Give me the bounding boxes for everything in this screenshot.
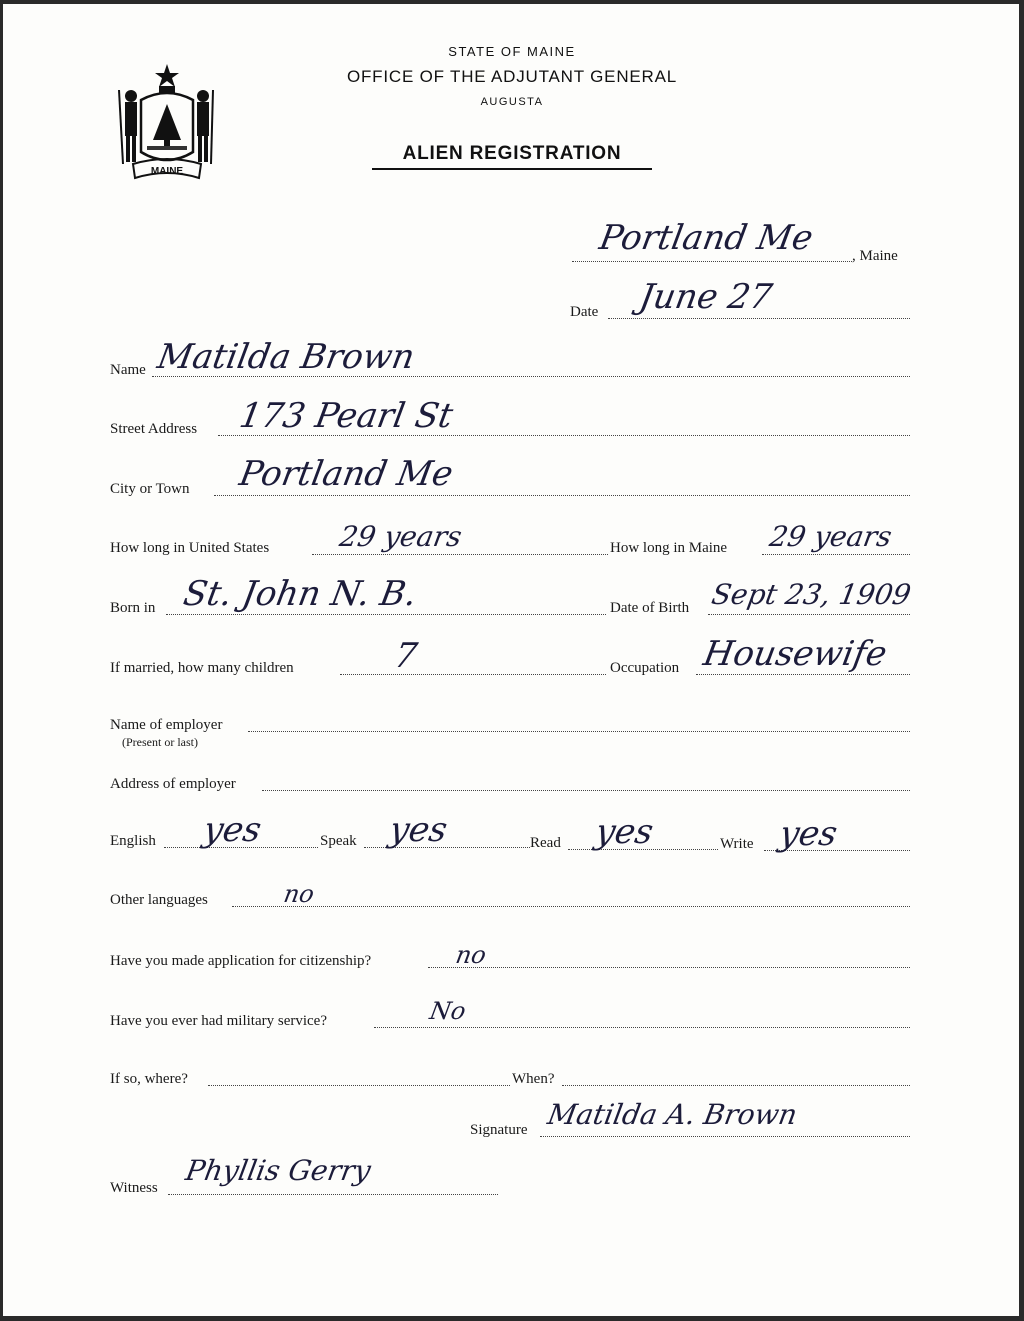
where-line (208, 1085, 510, 1086)
maine-years-line (762, 554, 910, 555)
other-languages-value: no (281, 880, 317, 908)
write-value: yes (776, 814, 841, 854)
name-value: Matilda Brown (154, 337, 418, 377)
read-value: yes (592, 812, 657, 852)
city-value: Portland Me (236, 454, 456, 494)
occupation-value: Housewife (700, 634, 890, 674)
citizenship-line (428, 967, 910, 968)
english-value: yes (200, 810, 265, 850)
military-value: No (427, 997, 468, 1025)
employer-address-label: Address of employer (110, 776, 236, 792)
when-label: When? (512, 1071, 555, 1087)
street-label: Street Address (110, 421, 198, 437)
us-years-line (312, 554, 608, 555)
employer-name-label: Name of employer (110, 717, 223, 733)
city-label: City or Town (110, 481, 190, 497)
maine-years-value: 29 years (767, 520, 895, 553)
when-line (562, 1085, 910, 1086)
header-state: STATE OF MAINE (448, 44, 576, 59)
date-line (608, 318, 910, 319)
dob-value: Sept 23, 1909 (709, 578, 914, 611)
speak-value: yes (386, 810, 451, 850)
citizenship-label: Have you made application for citizenship? (110, 953, 372, 969)
title-underline (372, 168, 652, 170)
street-value: 173 Pearl St (236, 396, 456, 436)
english-label: English (110, 833, 156, 849)
signature-value: Matilda A. Brown (545, 1098, 800, 1131)
born-line (166, 614, 606, 615)
born-value: St. John N. B. (180, 574, 420, 614)
children-line (340, 674, 606, 675)
employer-address-line (262, 790, 910, 791)
header-office: OFFICE OF THE ADJUTANT GENERAL (346, 67, 678, 86)
dob-label: Date of Birth (610, 600, 690, 616)
city-line (214, 495, 910, 496)
date-label: Date (570, 304, 599, 320)
children-label: If married, how many children (110, 660, 294, 676)
occupation-label: Occupation (610, 660, 680, 676)
us-years-label: How long in United States (110, 540, 270, 556)
seal-text: MAINE (150, 166, 184, 177)
witness-value: Phyllis Gerry (183, 1154, 374, 1187)
maine-label: , Maine (852, 248, 898, 264)
us-years-value: 29 years (337, 520, 465, 553)
name-label: Name (110, 362, 146, 378)
form-title: ALIEN REGISTRATION (402, 143, 622, 164)
header-city: AUGUSTA (480, 96, 544, 108)
signature-label: Signature (470, 1122, 528, 1138)
maine-years-label: How long in Maine (610, 540, 728, 556)
witness-line (168, 1194, 498, 1195)
children-value: 7 (391, 636, 421, 676)
born-label: Born in (110, 600, 156, 616)
witness-label: Witness (110, 1180, 158, 1196)
read-label: Read (530, 835, 561, 851)
speak-label: Speak (320, 833, 357, 849)
signature-line (540, 1136, 910, 1137)
occupation-line (696, 674, 910, 675)
where-label: If so, where? (110, 1071, 188, 1087)
military-label: Have you ever had military service? (110, 1013, 327, 1029)
place-value: Portland Me (596, 218, 816, 258)
other-languages-line (232, 906, 910, 907)
place-line (572, 261, 852, 262)
citizenship-value: no (453, 941, 489, 969)
other-languages-label: Other languages (110, 892, 208, 908)
employer-note: (Present or last) (122, 735, 198, 749)
dob-line (708, 614, 910, 615)
write-label: Write (720, 836, 754, 852)
date-value: June 27 (636, 277, 776, 317)
employer-name-line (248, 731, 910, 732)
military-line (374, 1027, 910, 1028)
